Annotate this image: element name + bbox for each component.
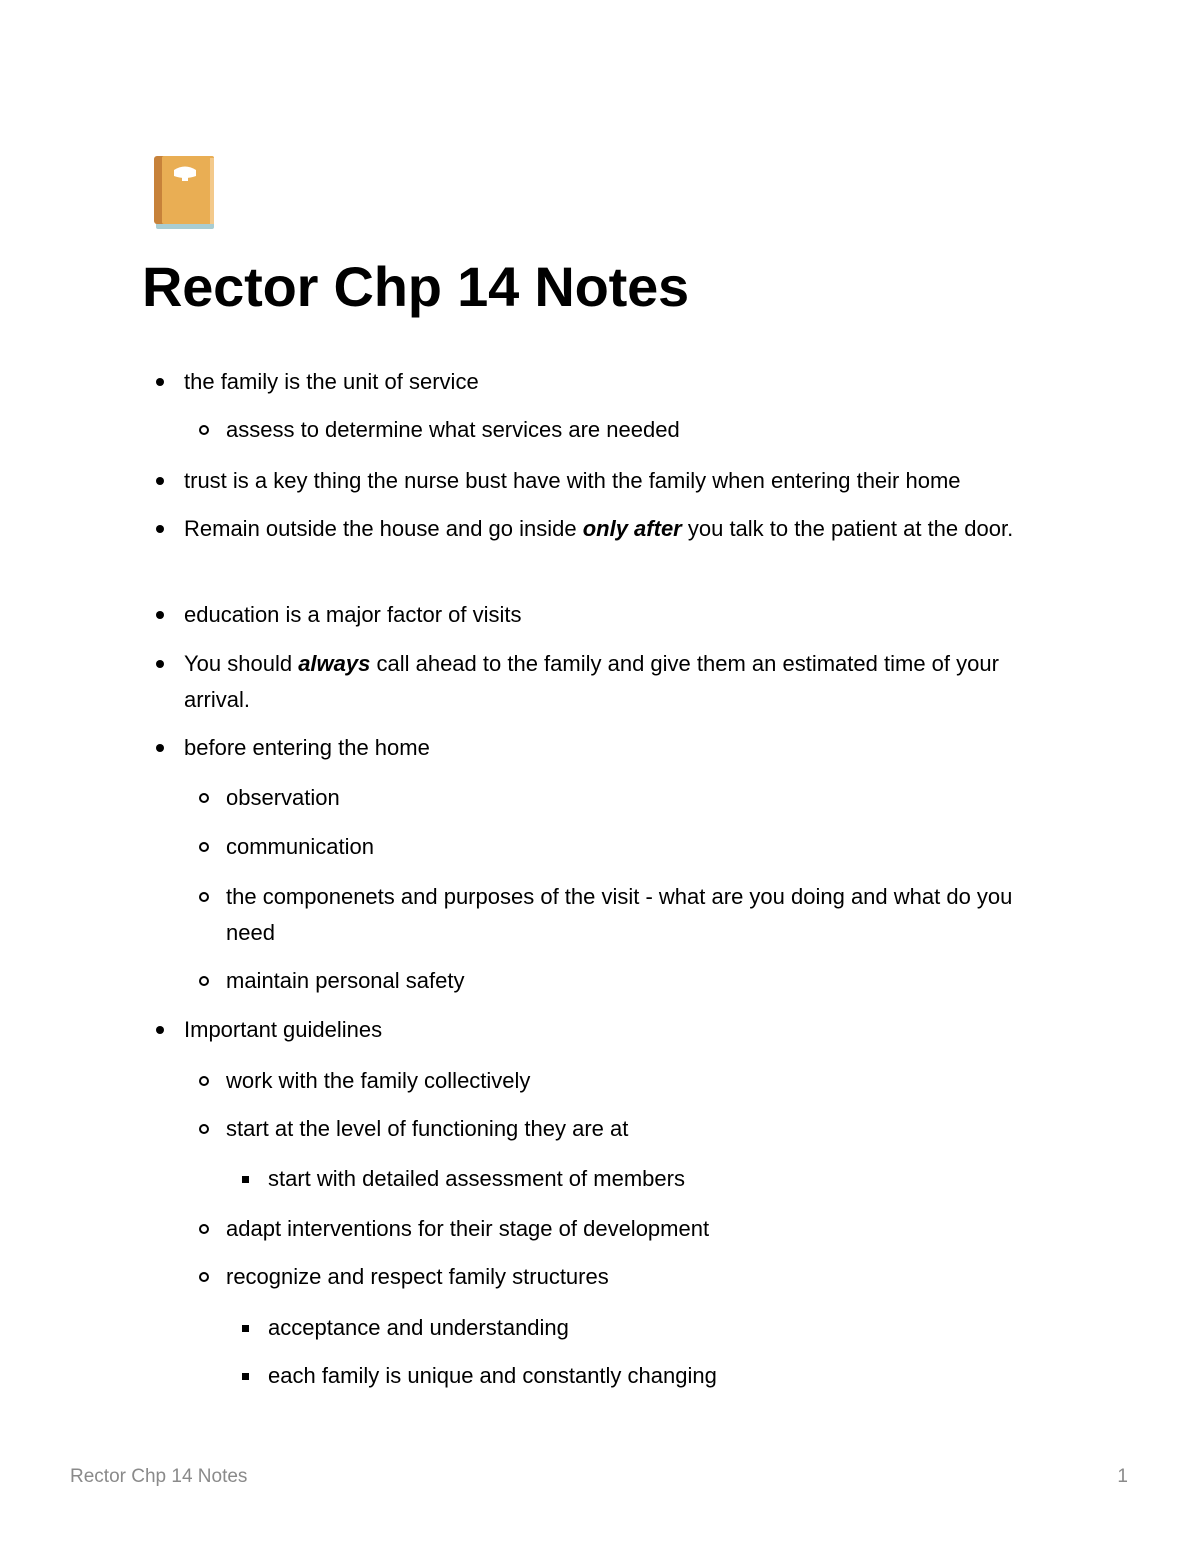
circle-bullet-icon (199, 1124, 209, 1134)
square-bullet-icon (242, 1325, 249, 1332)
circle-bullet-icon (199, 1076, 209, 1086)
footer-title: Rector Chp 14 Notes (70, 1466, 248, 1487)
square-bullet-icon (242, 1176, 249, 1183)
bullet-icon (156, 1026, 164, 1034)
list-item: You should always call ahead to the family and give them an estimated time of your arrival. (184, 646, 1064, 718)
circle-bullet-icon (199, 425, 209, 435)
circle-bullet-icon (199, 842, 209, 852)
circle-bullet-icon (199, 976, 209, 986)
bullet-icon (156, 477, 164, 485)
bullet-icon (156, 525, 164, 533)
bullet-icon (156, 378, 164, 386)
page-title: Rector Chp 14 Notes (142, 255, 689, 318)
list-item: communication (226, 829, 1046, 865)
list-item: assess to determine what services are needed (226, 412, 1046, 448)
list-item: observation (226, 780, 1046, 816)
list-item: recognize and respect family structures (226, 1259, 1046, 1295)
bullet-icon (156, 611, 164, 619)
list-item: trust is a key thing the nurse bust have with the family when entering their home (184, 463, 1064, 499)
list-item: Important guidelines (184, 1012, 1064, 1048)
list-item: education is a major factor of visits (184, 597, 1064, 633)
list-item: the family is the unit of service (184, 364, 1064, 400)
square-bullet-icon (242, 1373, 249, 1380)
bullet-icon (156, 744, 164, 752)
circle-bullet-icon (199, 892, 209, 902)
list-item: adapt interventions for their stage of development (226, 1211, 1046, 1247)
list-item: the componenets and purposes of the visit - what are you doing and what do you need (226, 879, 1046, 951)
circle-bullet-icon (199, 793, 209, 803)
page-number: 1 (1117, 1466, 1128, 1487)
bullet-icon (156, 660, 164, 668)
circle-bullet-icon (199, 1224, 209, 1234)
list-item: maintain personal safety (226, 963, 1046, 999)
list-item: work with the family collectively (226, 1063, 1046, 1099)
list-item: each family is unique and constantly changing (268, 1358, 1048, 1394)
list-item: Remain outside the house and go inside only after you talk to the patient at the door. (184, 511, 1064, 547)
list-item: before entering the home (184, 730, 1064, 766)
list-item: start at the level of functioning they are at (226, 1111, 1046, 1147)
list-item: start with detailed assessment of members (268, 1161, 1048, 1197)
list-item: acceptance and understanding (268, 1310, 1048, 1346)
circle-bullet-icon (199, 1272, 209, 1282)
